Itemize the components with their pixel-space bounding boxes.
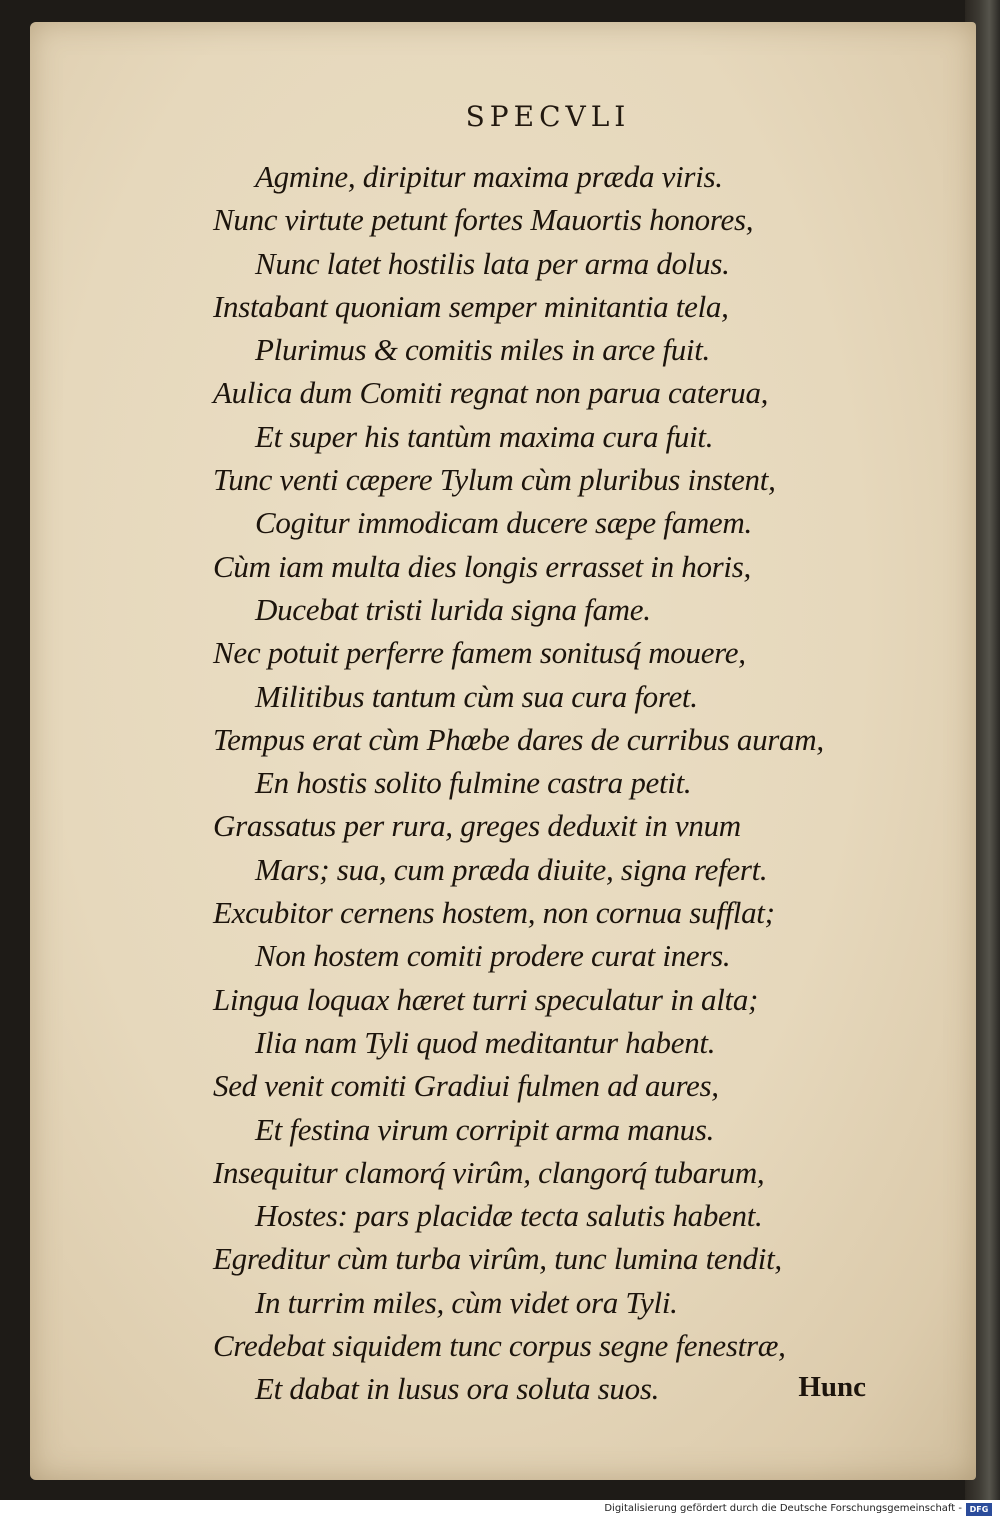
- verse-line: Et festina virum corripit arma manus.: [255, 1111, 715, 1147]
- verse-line: Nunc latet hostilis lata per arma dolus.: [255, 245, 730, 281]
- verse-line: Aulica dum Comiti regnat non parua caterua,: [213, 375, 769, 411]
- funding-credit: Digitalisierung gefördert durch die Deutsche Forschungsgemeinschaft -: [604, 1503, 962, 1514]
- verse-line: Non hostem comiti prodere curat iners.: [255, 938, 731, 974]
- running-head: SPECVLI: [465, 100, 631, 133]
- verse-line: Grassatus per rura, greges deduxit in vnum: [213, 808, 741, 844]
- dfg-logo-icon: DFG: [966, 1503, 992, 1516]
- verse-line: Instabant quoniam semper minitantia tela,: [213, 288, 729, 324]
- verse-line: Egreditur cùm turba virûm, tunc lumina tendit,: [213, 1241, 782, 1277]
- verse-line: Cogitur immodicam ducere sæpe famem.: [255, 505, 752, 541]
- verse-line: Plurimus & comitis miles in arce fuit.: [255, 332, 711, 368]
- verse-line: Credebat siquidem tunc corpus segne fenestræ,: [213, 1328, 786, 1364]
- verse-line: Agmine, diripitur maxima præda viris.: [255, 159, 723, 194]
- verse-line: Nunc virtute petunt fortes Mauortis honores,: [213, 202, 754, 238]
- verse-line: Cùm iam multa dies longis errasset in horis,: [213, 548, 751, 584]
- verse-line: In turrim miles, cùm videt ora Tyli.: [255, 1284, 678, 1320]
- verse-line: Excubitor cernens hostem, non cornua sufflat;: [213, 895, 775, 931]
- verse-line: Tempus erat cùm Phœbe dares de curribus auram,: [213, 721, 824, 757]
- verse-line: En hostis solito fulmine castra petit.: [255, 765, 692, 801]
- verse-line: Sed venit comiti Gradiui fulmen ad aures,: [213, 1068, 719, 1104]
- verse-line: Et super his tantùm maxima cura fuit.: [255, 418, 714, 454]
- verse-line: Militibus tantum cùm sua cura foret.: [255, 678, 698, 714]
- verse-list: [30, 155, 976, 1411]
- verse-line: Et dabat in lusus ora soluta suos.: [255, 1371, 660, 1407]
- book-page: [30, 22, 976, 1480]
- verse-line: Hostes: pars placidæ tecta salutis habent.: [255, 1198, 763, 1234]
- verse-line: Lingua loquax hæret turri speculatur in alta;: [213, 981, 759, 1017]
- catchword: Hunc: [798, 1371, 866, 1403]
- verse-line: Ilia nam Tyli quod meditantur habent.: [255, 1024, 716, 1060]
- verse-line: Mars; sua, cum præda diuite, signa refert.: [255, 851, 768, 887]
- verse-line: Nec potuit perferre famem sonitusq́ mouere,: [213, 635, 746, 671]
- verse-line: Insequitur clamorq́ virûm, clangorq́ tubarum,: [213, 1154, 765, 1190]
- verse-line: Tunc venti cæpere Tylum cùm pluribus instent,: [213, 462, 776, 498]
- footer-bar: [0, 1500, 1000, 1520]
- verse-line: Ducebat tristi lurida signa fame.: [255, 591, 651, 627]
